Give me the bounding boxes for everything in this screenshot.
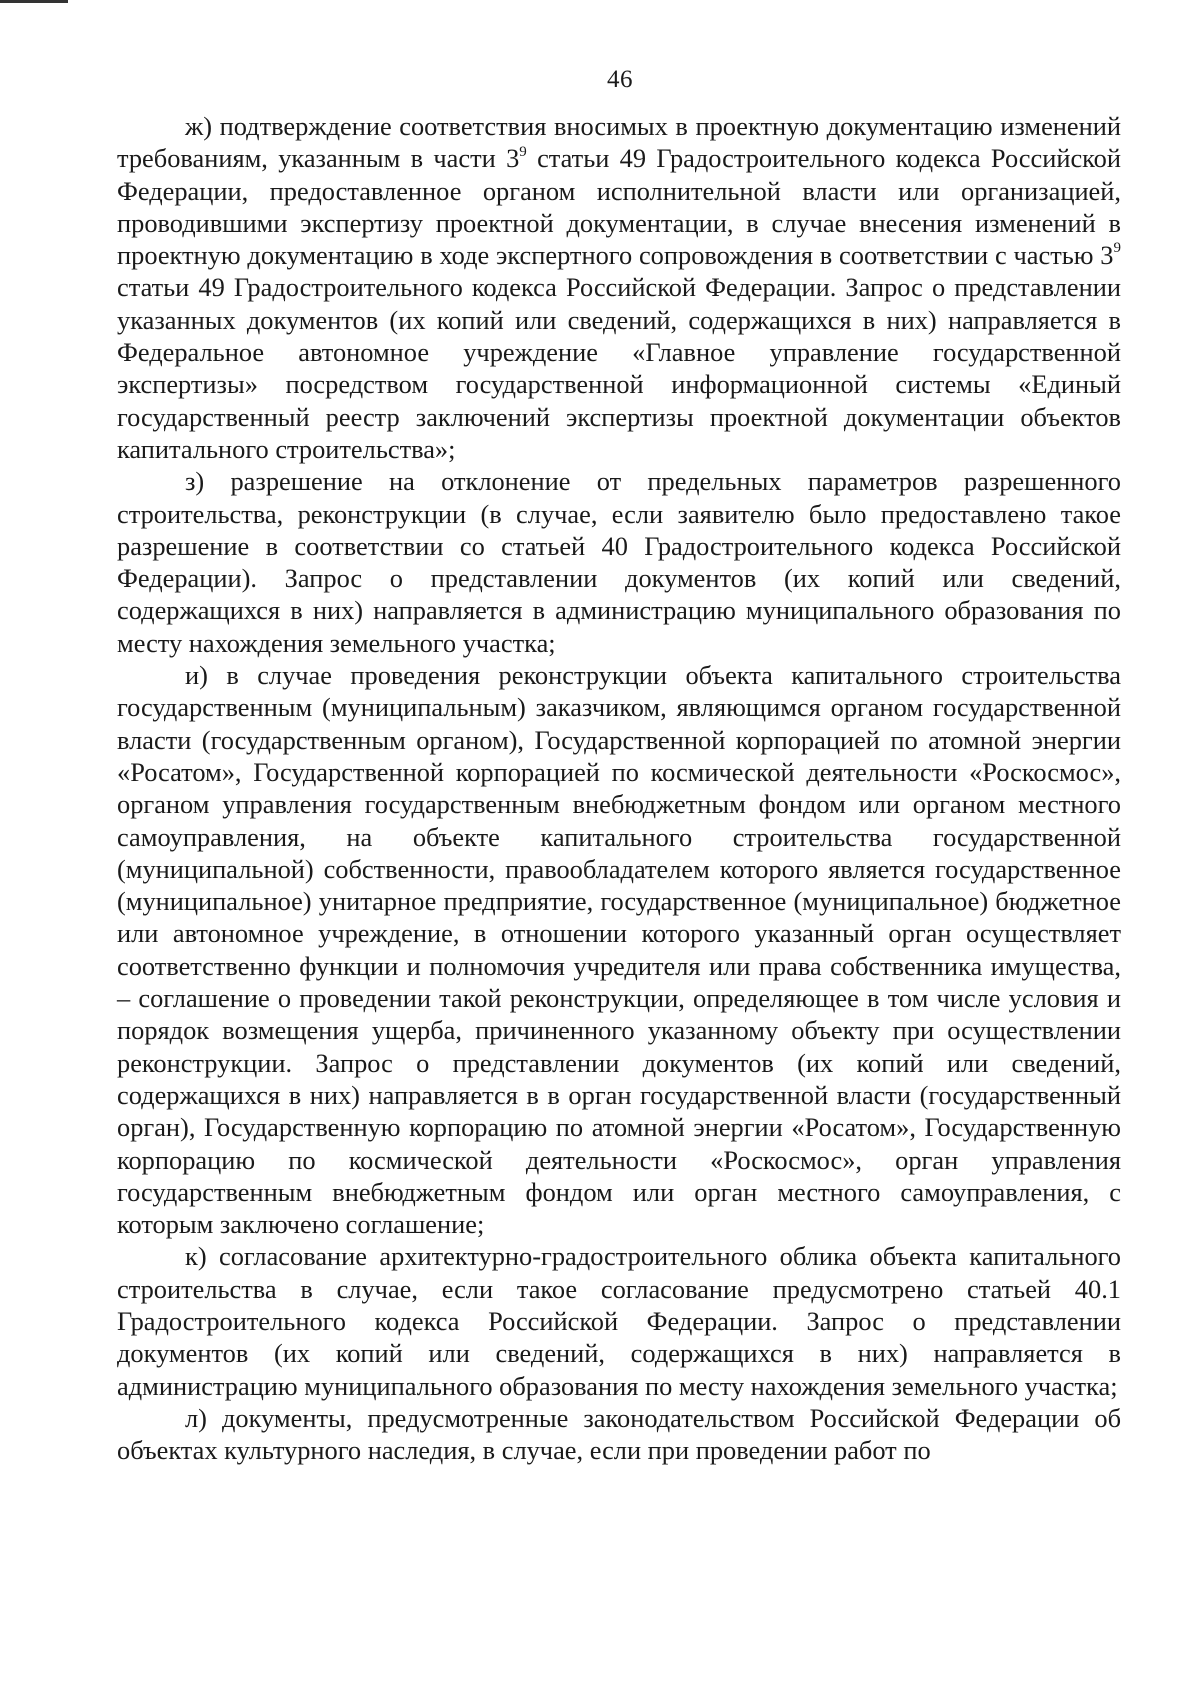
paragraph-l: л) документы, предусмотренные законодательством Российской Федерации об объектах культурного наследия, в случае, если при проведении работ по bbox=[117, 1402, 1121, 1466]
paragraph-zh-part-3: статьи 49 Градостроительного кодекса Российской Федерации. Запрос о представлении указанных документов (их копий или сведений, содержащихся в них) направляется в Федеральное автономное учреждение «Главное управление государственной экспертизы» посредством государственной информационной системы «Единый государственный реестр заключений экспертизы проектной документации объектов капитального строительства»; bbox=[117, 272, 1121, 464]
paragraph-z: з) разрешение на отклонение от предельных параметров разрешенного строительства, реконструкции (в случае, если заявителю было предоставлено такое разрешение в соответствии со статьей 40 Градостроительного кодекса Российской Федерации). Запрос о представлении документов (их копий или сведений, содержащихся в них) направляется в администрацию муниципального образования по месту нахождения земельного участка; bbox=[117, 466, 1121, 658]
document-body bbox=[117, 110, 1121, 1466]
superscript: 9 bbox=[1113, 240, 1121, 257]
page-number: 46 bbox=[607, 66, 633, 93]
paragraph-i: и) в случае проведения реконструкции объекта капитального строительства государственным (муниципальным) заказчиком, являющимся органом государственной власти (государственным органом), Государственной корпорацией по атомной энергии «Росатом», Государственной корпорацией по космической деятельности «Роскосмос», органом управления государственным внебюджетным фондом или органом местного самоуправления, на объекте капитального строительства государственной (муниципальной) собственности, правообладателем которого является государственное (муниципальное) унитарное предприятие, государственное (муниципальное) бюджетное или автономное учреждение, в отношении которого указанный орган осуществляет соответственно функции и полномочия учредителя или права собственника имущества, – соглашение о проведении такой реконструкции, определяющее в том числе условия и порядок возмещения ущерба, причиненного указанному объекту при осуществлении реконструкции. Запрос о представлении документов (их копий или сведений, содержащихся в них) направляется в в орган государственной власти (государственный орган), Государственную корпорацию по атомной энергии «Росатом», Государственную корпорацию по космической деятельности «Роскосмос», орган управления государственным внебюджетным фондом или орган местного самоуправления, с которым заключено соглашение; bbox=[117, 660, 1121, 1240]
paragraph-zh bbox=[117, 110, 1121, 465]
paragraph-zh-part-1: ж) подтверждение соответствия вносимых в проектную документацию изменений требованиям, указанным в части 3 bbox=[117, 111, 1121, 174]
paragraph-k: к) согласование архитектурно-градостроительного облика объекта капитального строительства в случае, если такое согласование предусмотрено статьей 40.1 Градостроительного кодекса Российской Федерации. Запрос о представлении документов (их копий или сведений, содержащихся в них) направляется в администрацию муниципального образования по месту нахождения земельного участка; bbox=[117, 1241, 1121, 1401]
paragraph-zh-part-2: статьи 49 Градостроительного кодекса Российской Федерации, предоставленное органом исполнительной власти или организацией, проводившими экспертизу проектной документации, в случае внесения изменений в проектную документацию в ходе экспертного сопровождения в соответствии с частью 3 bbox=[117, 143, 1121, 271]
superscript: 9 bbox=[519, 143, 527, 160]
scan-corner-mark bbox=[0, 0, 68, 3]
